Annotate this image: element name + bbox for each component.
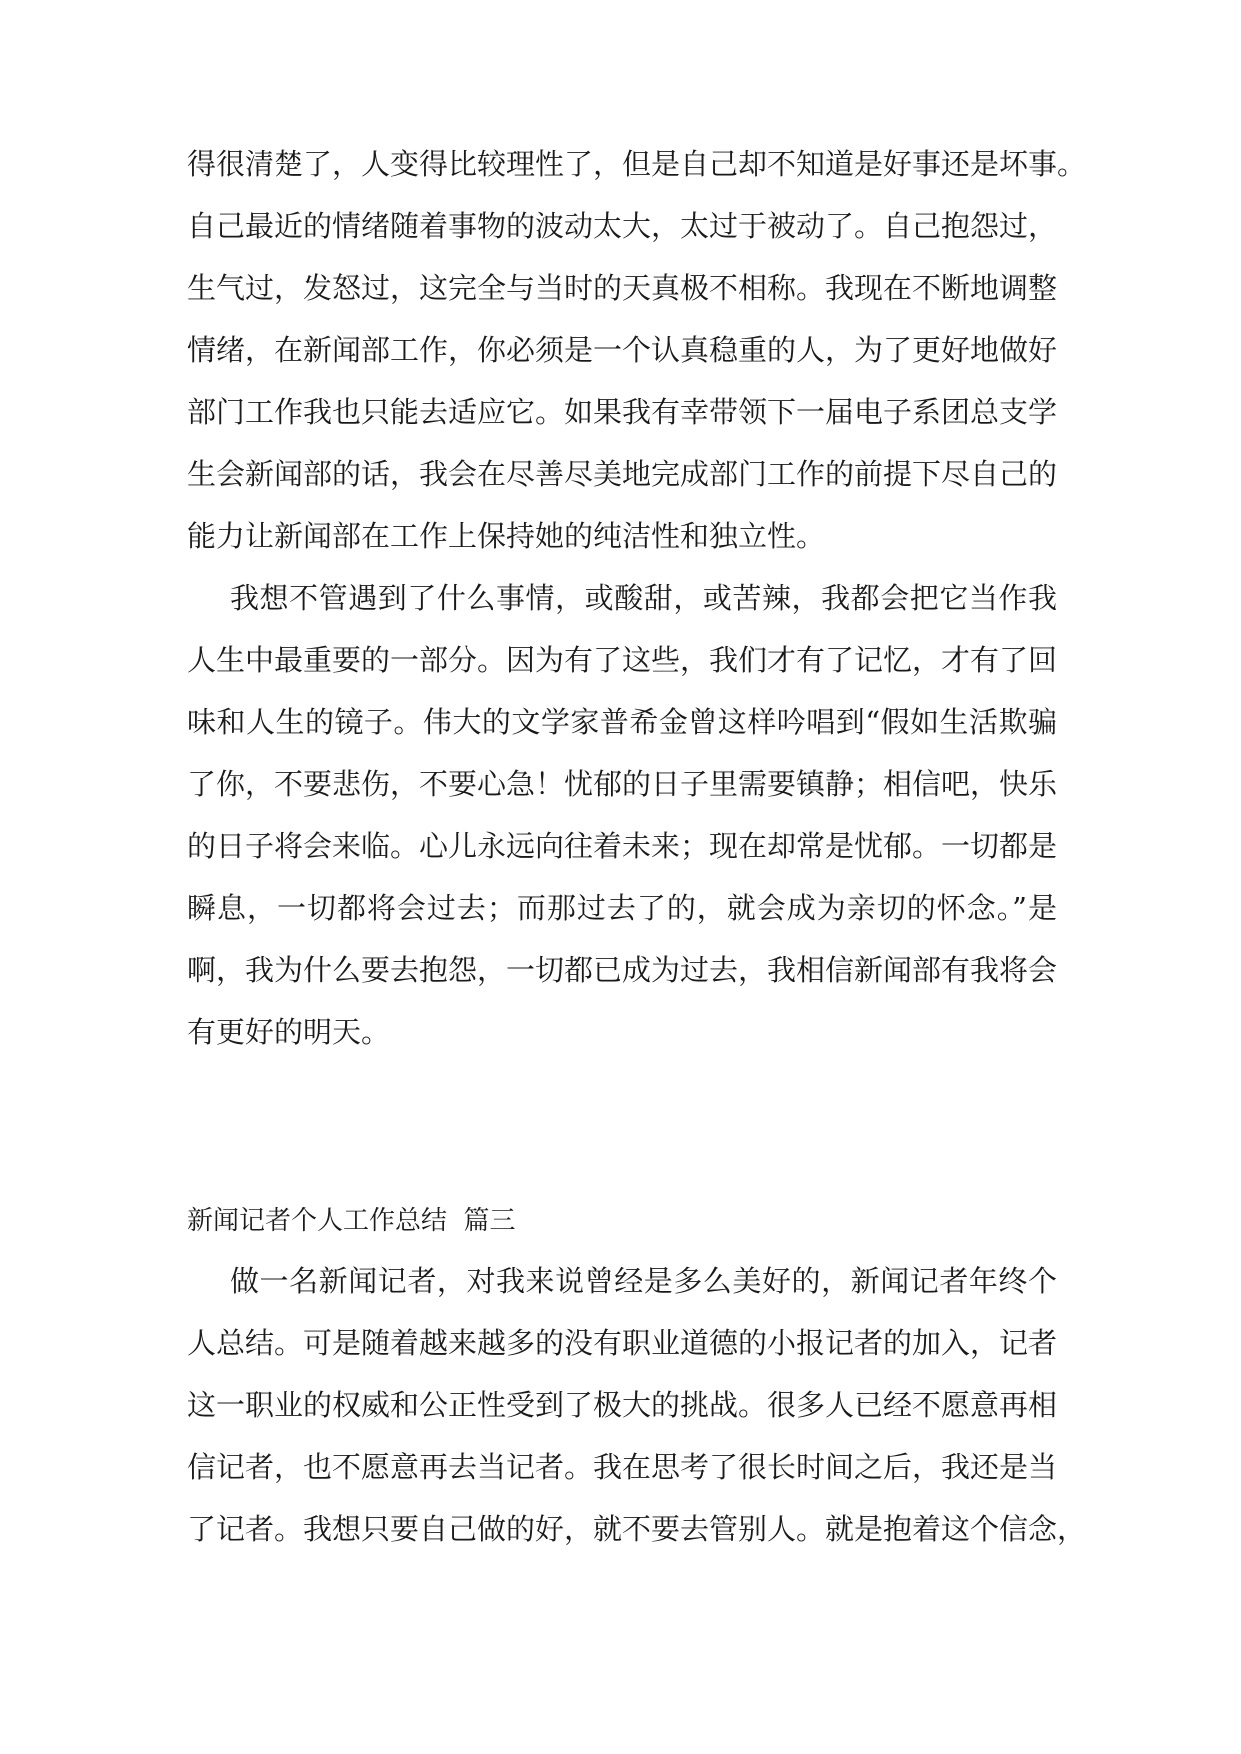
paragraph-line: 瞬息，一切都将会过去；而那过去了的，就会成为亲切的怀念。”是 (187, 891, 1057, 925)
paragraph-line: 味和人生的镜子。伟大的文学家普希金曾这样吟唱到“假如生活欺骗 (187, 705, 1057, 739)
paragraph-line: 的日子将会来临。心儿永远向往着未来；现在却常是忧郁。一切都是 (187, 829, 1058, 863)
paragraph-line: 这一职业的权威和公正性受到了极大的挑战。很多人已经不愿意再相 (187, 1388, 1058, 1422)
paragraph-line: 能力让新闻部在工作上保持她的纯洁性和独立性。 (187, 519, 826, 553)
paragraph-line: 有更好的明天。 (187, 1015, 391, 1049)
paragraph-line: 生气过，发怒过，这完全与当时的天真极不相称。我现在不断地调整 (187, 271, 1058, 305)
paragraph-line: 情绪，在新闻部工作，你必须是一个认真稳重的人，为了更好地做好 (187, 333, 1058, 367)
paragraph-line: 我想不管遇到了什么事情，或酸甜，或苦辣，我都会把它当作我 (230, 581, 1057, 615)
paragraph-section-three (187, 1250, 1087, 1560)
paragraph-continued (187, 133, 1087, 567)
paragraph-line: 人生中最重要的一部分。因为有了这些，我们才有了记忆，才有了回 (187, 643, 1058, 677)
section-heading: 新闻记者个人工作总结 篇三 (187, 1206, 516, 1236)
paragraph-line: 人总结。可是随着越来越多的没有职业道德的小报记者的加入，记者 (187, 1326, 1058, 1360)
paragraph-line: 了记者。我想只要自己做的好，就不要去管别人。就是抱着这个信念， (187, 1512, 1087, 1546)
paragraph-line: 得很清楚了，人变得比较理性了，但是自己却不知道是好事还是坏事。 (187, 147, 1087, 181)
paragraph-line: 做一名新闻记者，对我来说曾经是多么美好的，新闻记者年终个 (230, 1264, 1057, 1298)
paragraph-line: 自己最近的情绪随着事物的波动太大，太过于被动了。自己抱怨过， (187, 209, 1058, 243)
paragraph-line: 生会新闻部的话，我会在尽善尽美地完成部门工作的前提下尽自己的 (187, 457, 1058, 491)
paragraph-line: 部门工作我也只能去适应它。如果我有幸带领下一届电子系团总支学 (187, 395, 1058, 429)
paragraph-line: 信记者，也不愿意再去当记者。我在思考了很长时间之后，我还是当 (187, 1450, 1058, 1484)
paragraph-line: 了你，不要悲伤，不要心急！忧郁的日子里需要镇静；相信吧，快乐 (187, 767, 1058, 801)
paragraph-reflection (187, 567, 1057, 1063)
paragraph-line: 啊，我为什么要去抱怨，一切都已成为过去，我相信新闻部有我将会 (187, 953, 1058, 987)
